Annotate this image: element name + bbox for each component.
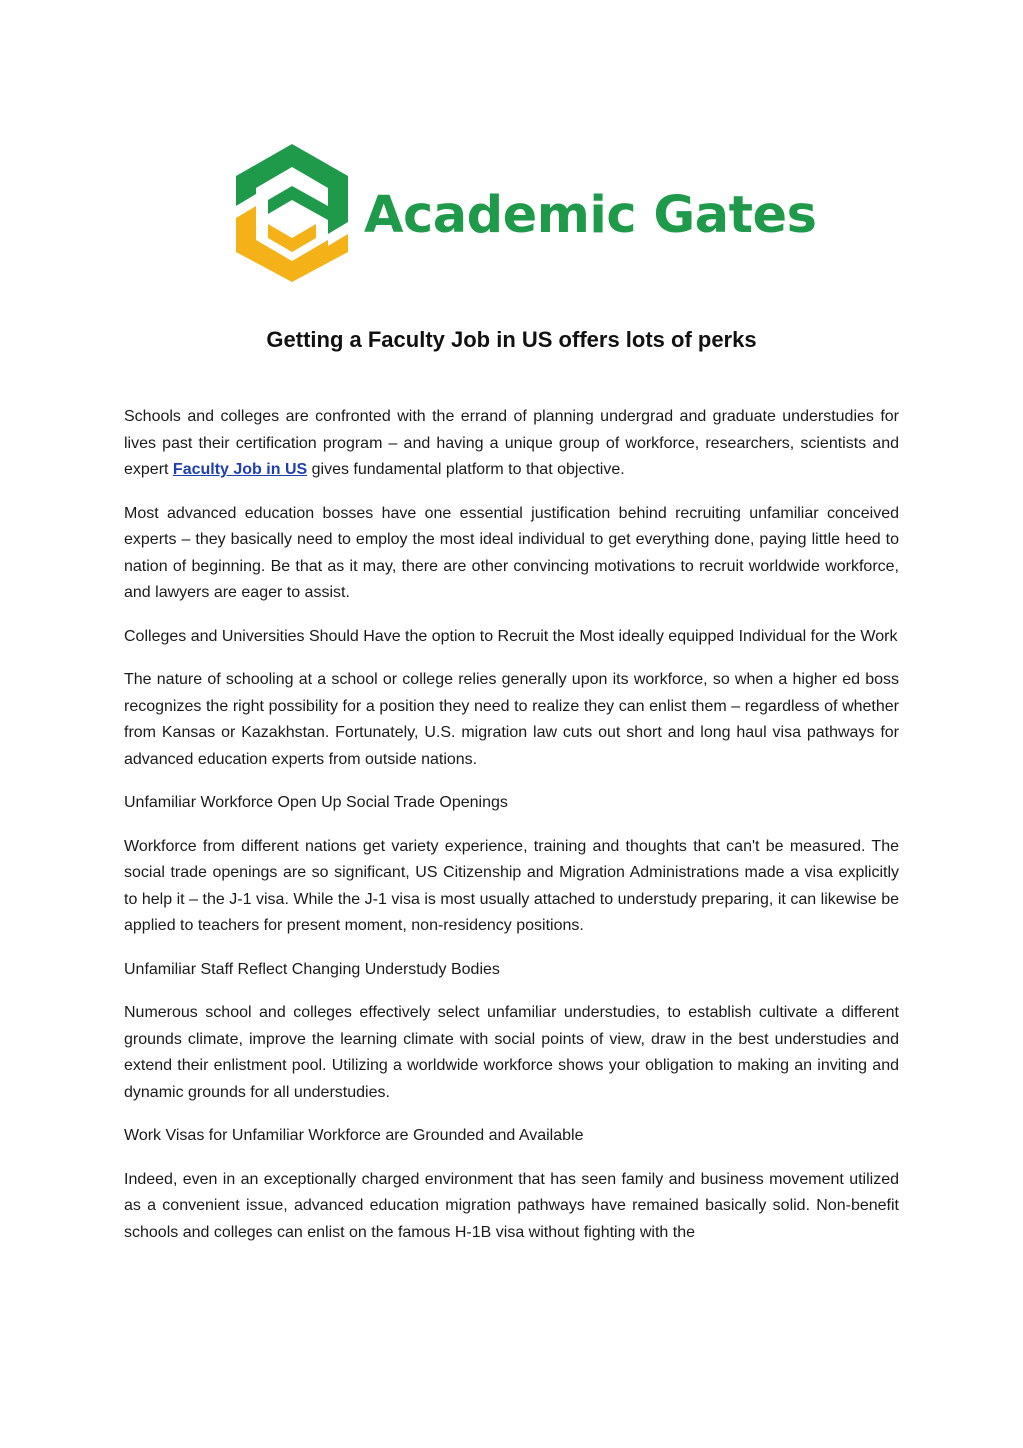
- document-body: [124, 404, 899, 1263]
- brand-name: Academic Gates: [364, 186, 817, 245]
- faculty-job-link[interactable]: Faculty Job in US: [172, 461, 308, 478]
- hexagon-gate-icon: [232, 142, 352, 284]
- paragraph: The nature of schooling at a school or college relies generally upon its workforce, so when a higher ed boss recognizes the right possibility for a position they need to realize they can enlist them – regardless of whether from Kansas or Kazakhstan. Fortunately, U.S. migration law cuts out short and long haul visa pathways for advanced education experts from outside nations.: [124, 671, 899, 768]
- paragraph-text: gives fundamental platform to that objective.: [307, 461, 625, 478]
- brand-logo: [232, 142, 817, 284]
- paragraph: Most advanced education bosses have one essential justification behind recruiting unfamiliar conceived experts – they basically need to employ the most ideal individual to get everything done, paying little heed to nation of beginning. Be that as it may, there are other convincing motivations to recruit worldwide workforce, and lawyers are eager to assist.: [124, 504, 899, 601]
- document-title: Getting a Faculty Job in US offers lots of perks: [266, 327, 757, 352]
- paragraph: Workforce from different nations get variety experience, training and thoughts that can't be measured. The social trade openings are so significant, US Citizenship and Migration Administrations made a visa explicitly to help it – the J-1 visa. While the J-1 visa is most usually attached to understudy preparing, it can likewise be applied to teachers for present moment, non-residency positions.: [124, 837, 899, 934]
- section-heading: Colleges and Universities Should Have the option to Recruit the Most ideally equipped Individual for the Work: [124, 627, 898, 645]
- section-heading: Unfamiliar Staff Reflect Changing Understudy Bodies: [124, 960, 500, 978]
- section-heading: Work Visas for Unfamiliar Workforce are Grounded and Available: [124, 1127, 584, 1144]
- paragraph: Numerous school and colleges effectively select unfamiliar understudies, to establish cultivate a different grounds climate, improve the learning climate with social points of view, draw in the best understudies and extend their enlistment pool. Utilizing a worldwide workforce shows your obligation to making an inviting and dynamic grounds for all understudies.: [124, 1004, 899, 1101]
- paragraph-text: Schools and colleges are confronted with the errand of planning undergrad and graduate understudies for lives past their certification program – and having a unique group of workforce, researchers, scientists and expert: [124, 408, 899, 478]
- section-heading: Unfamiliar Workforce Open Up Social Trade Openings: [124, 794, 508, 811]
- paragraph: Indeed, even in an exceptionally charged environment that has seen family and business movement utilized as a convenient issue, advanced education migration pathways have remained basically solid. Non-benefit schools and colleges can enlist on the famous H-1B visa without fighting with the: [124, 1170, 899, 1241]
- paragraph-intro: [124, 404, 899, 484]
